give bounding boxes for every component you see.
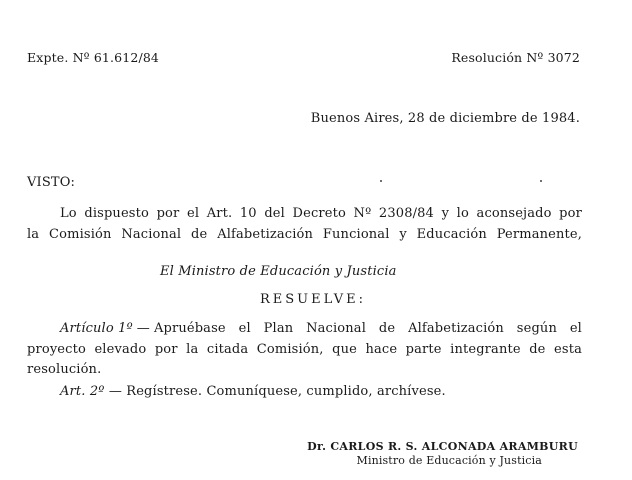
- article-1-line-1: [60, 321, 582, 337]
- place-and-date: Buenos Aires, 28 de diciembre de 1984.: [310, 111, 580, 126]
- scan-speck: [540, 180, 542, 182]
- article-1-text-1: Apruébase el Plan Nacional de Alfabetización según el: [153, 321, 582, 336]
- visto-line-2: la Comisión Nacional de Alfabetización Funcional y Educación Permanente,: [27, 227, 582, 242]
- resuelve-heading: RESUELVE:: [260, 292, 366, 307]
- expediente-number: Expte. Nº 61.612/84: [27, 50, 160, 65]
- article-1-line-3: resolución.: [27, 362, 102, 377]
- article-1-line-2: proyecto elevado por la citada Comisión, que hace parte integrante de esta: [27, 342, 582, 357]
- signature-title: Ministro de Educación y Justicia: [356, 454, 542, 467]
- signature-name: Dr. CARLOS R. S. ALCONADA ARAMBURU: [307, 440, 578, 453]
- article-2-label: Art. 2º: [60, 384, 105, 399]
- article-2-text: — Regístrese. Comuníquese, cumplido, archívese.: [108, 384, 446, 399]
- visto-heading: VISTO:: [27, 175, 76, 190]
- article-2: [60, 384, 446, 400]
- authority-line: El Ministro de Educación y Justicia: [160, 264, 397, 279]
- article-1-label: Artículo 1º: [60, 321, 133, 336]
- article-1-dash: —: [136, 321, 150, 336]
- scan-speck: [380, 180, 382, 182]
- visto-line-1: Lo dispuesto por el Art. 10 del Decreto Nº 2308/84 y lo aconsejado por: [60, 206, 582, 221]
- resolution-number: Resolución Nº 3072: [451, 50, 580, 65]
